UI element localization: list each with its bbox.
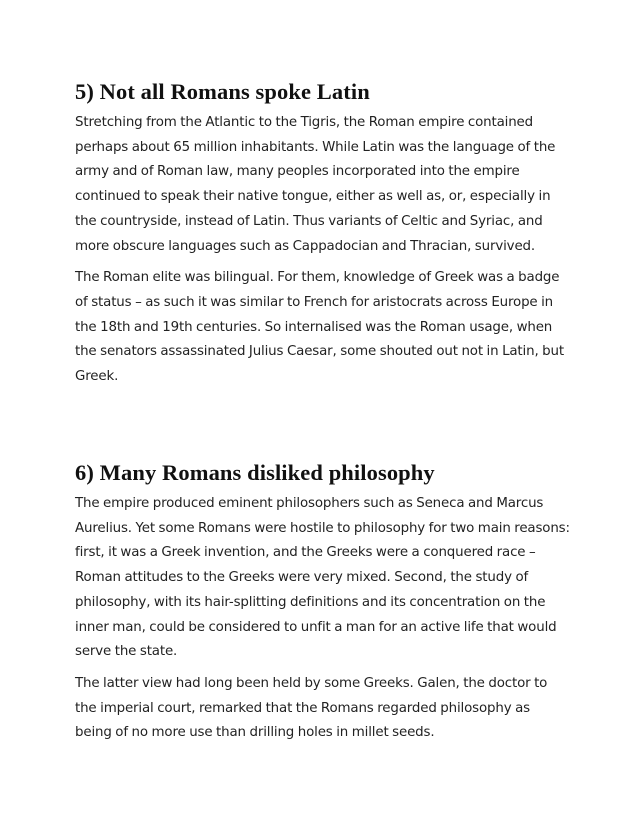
section-paragraph: The Roman elite was bilingual. For them, knowledge of Greek was a badge of status – as such it was similar to French for aristocrats across Europe in the 18th and 19th centuries. So internalised was the Roman usage, when the senators assassinated Julius Caesar, some shouted out not in Latin, but Greek.	[75, 270, 564, 385]
section-heading: 5) Not all Romans spoke Latin	[75, 79, 370, 104]
section-paragraph: The empire produced eminent philosophers such as Seneca and Marcus Aurelius. Yet some Romans were hostile to philosophy for two main reasons: first, it was a Greek invention, and the Greeks were a conquered race – Roman attitudes to the Greeks were very mixed. Second, the study of philosophy, with its hair-splitting definitions and its concentration on the inner man, could be considered to unfit a man for an active life that would serve the state.	[75, 496, 570, 660]
section-heading: 6) Many Romans disliked philosophy	[75, 460, 435, 485]
section-paragraph: Stretching from the Atlantic to the Tigris, the Roman empire contained perhaps about 65 million inhabitants. While Latin was the language of the army and of Roman law, many peoples incorporated into the empire continued to speak their native tongue, either as well as, or, especially in the countryside, instead of Latin. Thus variants of Celtic and Syriac, and more obscure languages such as Cappadocian and Thracian, survived.	[75, 115, 556, 254]
section-romans-philosophy	[75, 458, 570, 753]
section-romans-latin	[75, 77, 570, 397]
section-paragraph: The latter view had long been held by some Greeks. Galen, the doctor to the imperial court, remarked that the Romans regarded philosophy as being of no more use than drilling holes in millet seeds.	[75, 675, 548, 741]
